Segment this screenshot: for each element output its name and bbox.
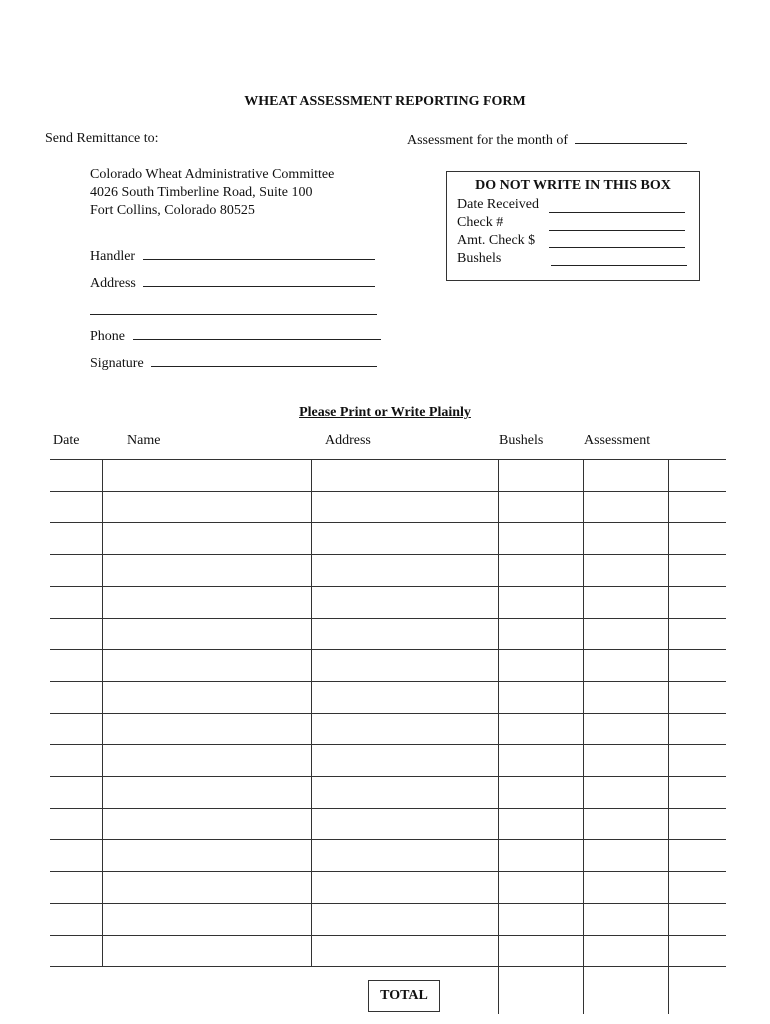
header-date: Date [53, 433, 80, 448]
table-row-rule [50, 681, 726, 682]
table-row-rule [50, 522, 726, 523]
handler-blank[interactable] [143, 246, 375, 260]
office-box-title: DO NOT WRITE IN THIS BOX [475, 178, 671, 193]
office-row-amount-check: Amt. Check $ [457, 233, 536, 248]
office-blank-check-number[interactable] [549, 230, 685, 231]
header-name: Name [127, 433, 161, 448]
office-row-check-number: Check # [457, 215, 504, 230]
remittance-address [90, 166, 334, 220]
assessment-month-label: Assessment for the month of [407, 133, 568, 148]
send-remittance-label: Send Remittance to: [45, 131, 159, 146]
address-blank[interactable] [143, 273, 375, 287]
address-line-3: Fort Collins, Colorado 80525 [90, 203, 255, 218]
handler-label: Handler [90, 249, 136, 264]
table-header-rule [50, 459, 726, 460]
table-row-rule [50, 808, 726, 809]
table-row-rule [50, 554, 726, 555]
office-row-bushels: Bushels [457, 251, 502, 266]
assessment-month-blank[interactable] [575, 130, 687, 144]
handler-field[interactable] [90, 246, 375, 266]
total-box: TOTAL [368, 980, 440, 1012]
office-blank-date-received[interactable] [549, 212, 685, 213]
header-address: Address [325, 433, 371, 448]
address-field[interactable] [90, 273, 375, 293]
phone-field[interactable] [90, 326, 381, 346]
table-row-rule [50, 776, 726, 777]
header-assessment: Assessment [584, 433, 651, 448]
table-row-rule [50, 966, 726, 967]
table-column-divider [102, 459, 103, 966]
table-column-divider [668, 459, 669, 1014]
address-line-1: Colorado Wheat Administrative Committee [90, 167, 335, 182]
office-row-date-received: Date Received [457, 197, 540, 212]
office-blank-amount-check[interactable] [549, 247, 685, 248]
office-blank-bushels[interactable] [551, 265, 687, 266]
header-bushels: Bushels [499, 433, 544, 448]
table-column-divider [583, 459, 584, 1014]
phone-blank[interactable] [133, 326, 381, 340]
table-row-rule [50, 491, 726, 492]
table-column-divider [498, 459, 499, 1014]
table-row-rule [50, 649, 726, 650]
signature-field[interactable] [90, 353, 377, 373]
address-label: Address [90, 276, 136, 291]
office-use-box [446, 171, 700, 281]
table-row-rule [50, 935, 726, 936]
table-row-rule [50, 586, 726, 587]
signature-label: Signature [90, 356, 144, 371]
phone-label: Phone [90, 329, 125, 344]
signature-blank[interactable] [151, 353, 377, 367]
assessment-month-field[interactable] [407, 130, 687, 150]
table-row-rule [50, 618, 726, 619]
address-line-2: 4026 South Timberline Road, Suite 100 [90, 185, 313, 200]
print-plainly-note: Please Print or Write Plainly [299, 405, 471, 420]
form-title: WHEAT ASSESSMENT REPORTING FORM [244, 94, 526, 109]
table-row-rule [50, 713, 726, 714]
table-column-divider [311, 459, 312, 966]
address-blank-line-2[interactable] [90, 300, 377, 315]
table-row-rule [50, 871, 726, 872]
table-row-rule [50, 744, 726, 745]
table-row-rule [50, 839, 726, 840]
table-row-rule [50, 903, 726, 904]
